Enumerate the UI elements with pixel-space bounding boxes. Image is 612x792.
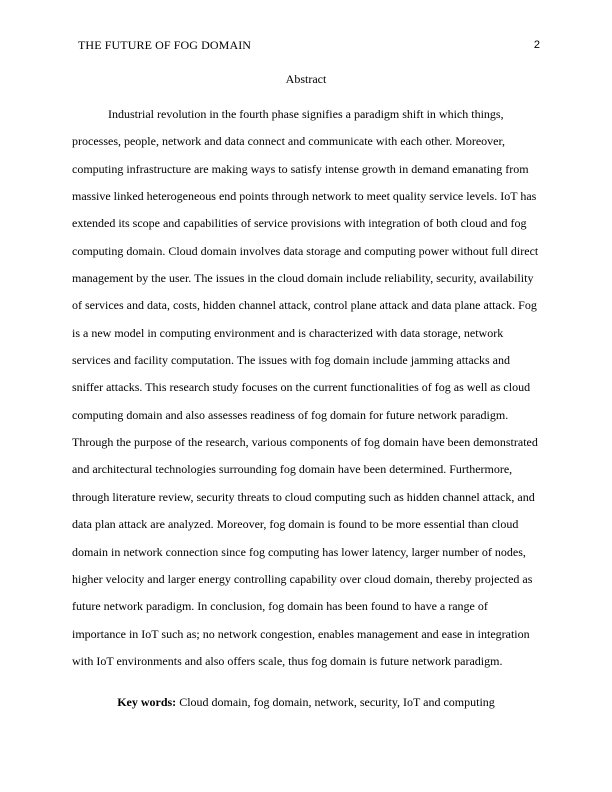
abstract-title: Abstract [285,72,327,86]
keywords-line [0,694,612,710]
keywords-label: Key words: [117,695,177,709]
running-head: THE FUTURE OF FOG DOMAIN [78,38,252,52]
abstract-body: Industrial revolution in the fourth phase signifies a paradigm shift in which things, processes, people, network and data connect and communicate with each other. Moreover, computing infrastructure are making ways to satisfy intense growth in demand emanating from massive linked heterogeneous end points through network to meet quality service levels. IoT has extended its scope and capabilities of service provisions with integration of both cloud and fog computing domain. Cloud domain involves data storage and computing power without full direct management by the user. The issues in the cloud domain include reliability, security, availability of services and data, costs, hidden channel attack, control plane attack and data plane attack. Fog is a new model in computing environment and is characterized with data storage, network services and facility computation. The issues with fog domain include jamming attacks and sniffer attacks. This research study focuses on the current functionalities of fog as well as cloud computing domain and also assesses readiness of fog domain for future network paradigm. Through the purpose of the research, various components of fog domain have been demonstrated and architectural technologies surrounding fog domain have been determined. Furthermore, through literature review, security threats to cloud computing such as hidden channel attack, and data plan attack are analyzed. Moreover, fog domain is found to be more essential than cloud domain in network connection since fog computing has lower latency, larger number of nodes, higher velocity and larger energy controlling capability over cloud domain, thereby projected as future network paradigm. In conclusion, fog domain has been found to have a range of importance in IoT such as; no network congestion, enables management and ease in integration with IoT environments and also offers scale, thus fog domain is future network paradigm. [72,107,539,668]
keywords-text: Cloud domain, fog domain, network, security, IoT and computing [176,695,495,709]
page-header [78,37,540,53]
page-number: 2 [533,39,540,51]
